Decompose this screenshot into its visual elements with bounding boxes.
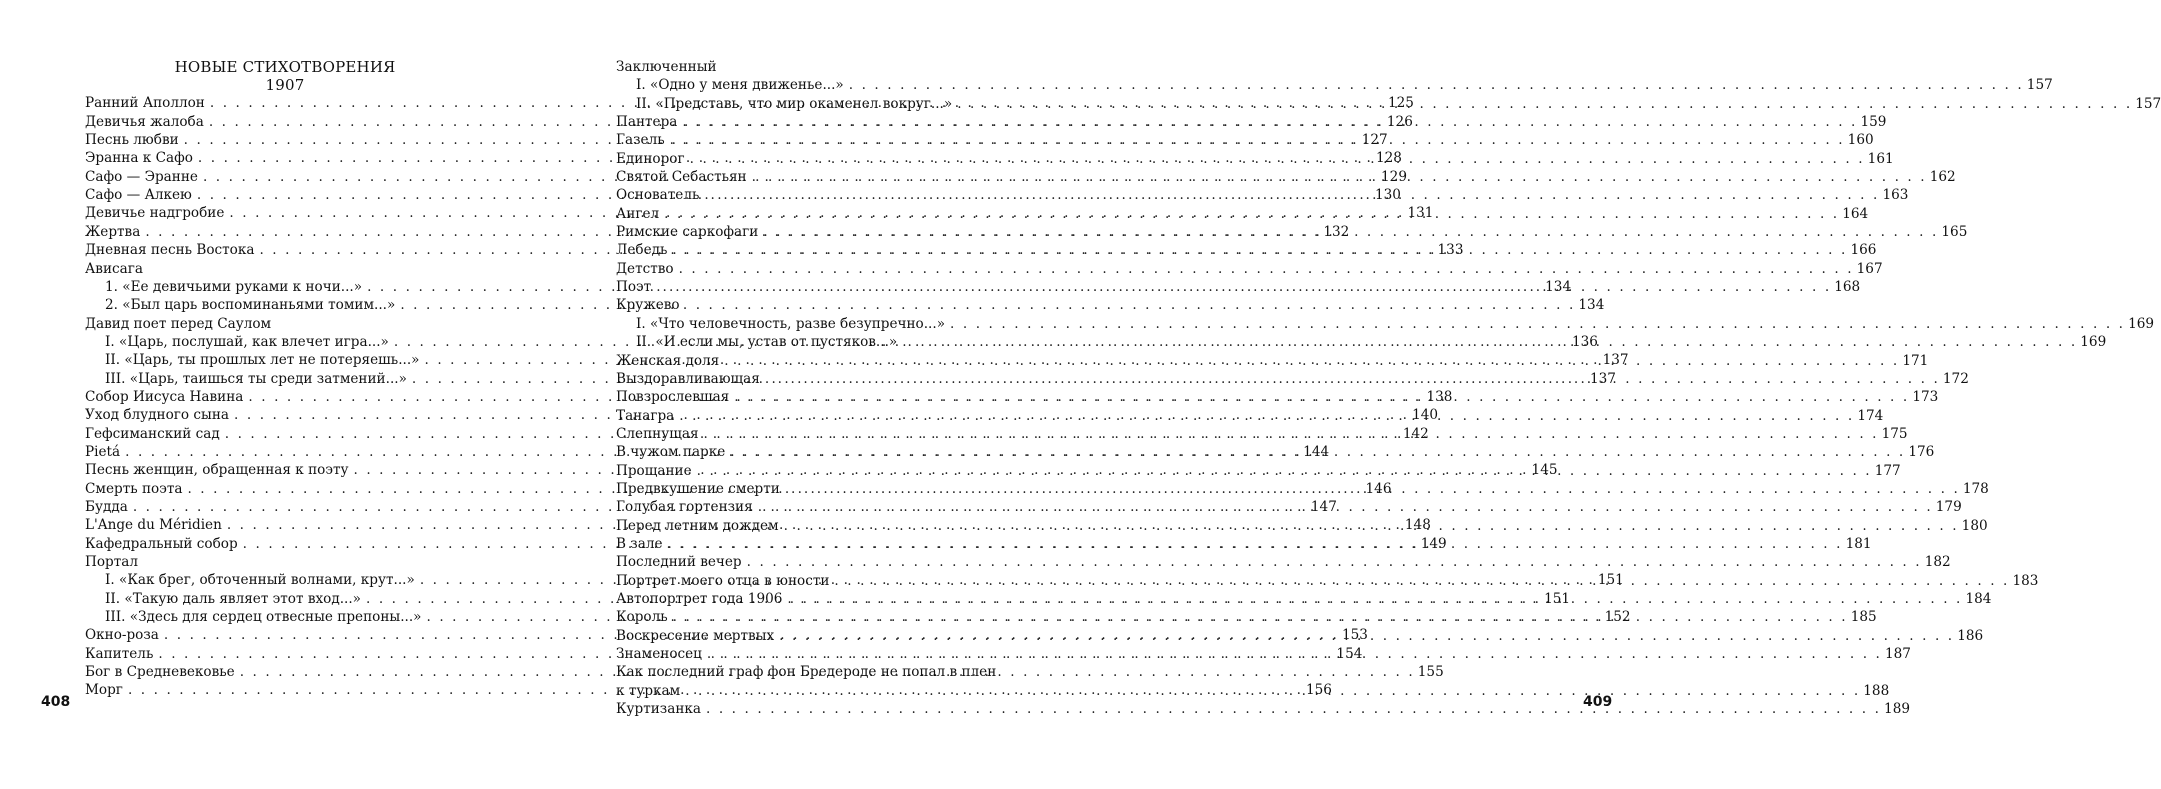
toc-entry-page: 160 <box>1847 132 1874 149</box>
toc-entry-page: 161 <box>1867 150 1894 167</box>
toc-entry-title: Куртизанка <box>616 701 701 718</box>
toc-entry <box>616 260 1883 278</box>
dot-leader <box>679 407 1854 425</box>
toc-entry-title: II. «Такую даль являет этот вход...» <box>105 590 361 607</box>
toc-entry-title: Поэт <box>616 279 652 296</box>
toc-entry-page: 174 <box>1857 407 1884 424</box>
toc-entry <box>616 296 1016 314</box>
dot-leader <box>704 186 1879 204</box>
toc-entry-page: 168 <box>1834 279 1861 296</box>
toc-entry-page: 133 <box>1437 242 1464 259</box>
toc-entry-title: Смерть поэта <box>85 480 183 497</box>
toc-entry-title: Сафо — Алкею <box>85 187 192 204</box>
toc-entry-title: Заключенный <box>616 59 717 75</box>
toc-entry-title: I. «Царь, послушай, как влечет игра...» <box>105 333 389 350</box>
toc-entry-page: 169 <box>2080 334 2107 351</box>
toc-entry-page: 172 <box>1942 370 1969 387</box>
toc-entry-title: Как последний граф фон Бредероде не попал в плен <box>616 664 997 681</box>
toc-entry-title: Жертва <box>85 223 141 240</box>
dot-leader <box>670 131 1845 149</box>
toc-entry-title: Святой Себастьян <box>616 169 747 186</box>
toc-entry-title: Газель <box>616 132 665 149</box>
toc-entry-title: Девичья жалоба <box>85 113 204 130</box>
page-number-left: 408 <box>41 694 71 710</box>
toc-entry-page: 130 <box>1374 187 1401 204</box>
dot-leader <box>747 553 1922 571</box>
toc-entry-title: Ависага <box>85 260 143 277</box>
toc-entry-title: L'Ange du Méridien <box>85 517 222 534</box>
toc-entry-title: Автопортрет года 1906 <box>616 590 783 607</box>
toc-entry-page: 159 <box>1860 114 1887 131</box>
toc-entry-page: 179 <box>1935 499 1962 516</box>
dot-leader <box>724 352 1899 370</box>
toc-entry-page: 188 <box>1863 682 1890 699</box>
toc-entry-title: Прощание <box>616 462 692 479</box>
toc-entry-page: 177 <box>1874 462 1901 479</box>
dot-leader <box>664 205 1839 223</box>
toc-entry-title: II. «Царь, ты прошлых лет не потеряешь...» <box>105 352 420 369</box>
toc-entry-page: 180 <box>1961 517 1988 534</box>
toc-entry-title: Кафедральный собор <box>85 535 238 552</box>
toc-entry-page: 175 <box>1881 425 1908 442</box>
toc-entry-title: II. «Представь, что мир окаменел вокруг...» <box>636 95 953 112</box>
toc-entry-page: 142 <box>1402 425 1429 442</box>
toc-entry-page: 165 <box>1941 224 1968 241</box>
toc-entry-title: Дневная песнь Востока <box>85 242 255 259</box>
dot-leader <box>706 700 1881 718</box>
dot-leader <box>957 95 2132 113</box>
toc-entry-title: Ранний Аполлон <box>85 95 205 112</box>
toc-entry-title: Будда <box>85 498 128 515</box>
dot-leader <box>765 370 1940 388</box>
toc-entry-title: Капитель <box>85 645 154 662</box>
toc-entry-title: Знаменосец <box>616 646 702 662</box>
toc-entry-title: Голубая гортензия <box>616 499 753 516</box>
toc-entry-title: Женская доля <box>616 352 720 369</box>
toc-entry-page: 187 <box>1884 646 1911 662</box>
dot-leader <box>730 443 1905 461</box>
toc-entry-title: Римские саркофаги <box>616 224 759 241</box>
dot-leader <box>697 462 1872 480</box>
toc-entry-page: 189 <box>1884 701 1910 718</box>
toc-entry-page: 186 <box>1957 627 1984 644</box>
toc-entry-page: 157 <box>2135 95 2161 112</box>
dot-leader <box>707 645 1882 663</box>
dot-leader <box>758 498 1933 516</box>
toc-entry-page: 157 <box>2026 77 2053 94</box>
toc-entry-page: 184 <box>1965 590 1992 607</box>
toc-entry-title: Детство <box>616 260 674 277</box>
toc-entry-title: Окно-роза <box>85 627 159 644</box>
toc-entry-page: 137 <box>1602 352 1629 369</box>
toc-entry-page: 178 <box>1962 480 1989 497</box>
toc-entry-page: 169 <box>2128 315 2155 332</box>
toc-entry-title: Единорог <box>616 150 685 167</box>
toc-entry-page: 164 <box>1842 205 1869 222</box>
toc-entry-page: 127 <box>1361 132 1388 149</box>
dot-leader <box>779 627 1954 645</box>
dot-leader <box>656 278 1831 296</box>
toc-entry-title: к туркам <box>616 682 681 699</box>
toc-entry-title: Ангел <box>616 205 660 222</box>
dot-leader <box>787 590 1962 608</box>
toc-entry <box>85 315 485 333</box>
toc-entry-title: Девичье надгробие <box>85 205 225 222</box>
toc-entry-title: Гефсиманский сад <box>85 425 220 442</box>
toc-entry-page: 136 <box>1571 333 1598 350</box>
toc-entry-title: Уход блудного сына <box>85 407 230 424</box>
toc-entry-title: Повзрослевшая <box>616 389 730 406</box>
toc-entry-title: Предвкушение смерти <box>616 480 780 497</box>
toc-entry-page: 181 <box>1845 535 1872 552</box>
toc-entry-page: 182 <box>1924 554 1951 571</box>
dot-leader <box>849 76 2024 94</box>
toc-entry-page: 156 <box>1306 682 1332 699</box>
toc-entry <box>616 315 2155 333</box>
section-heading-title: НОВЫЕ СТИХОТВОРЕНИЯ <box>174 58 396 76</box>
dot-leader <box>679 260 1854 278</box>
toc-entry-title: Портрет моего отца в юности <box>616 572 830 589</box>
toc-entry-title: В зале <box>616 535 663 552</box>
toc-entry-page: 163 <box>1882 187 1909 204</box>
toc-entry-title: III. «Царь, таишься ты среди затмений...» <box>105 370 407 387</box>
toc-entry-page: 173 <box>1912 389 1939 406</box>
dot-leader <box>690 150 1865 168</box>
toc-entry-page: 148 <box>1404 517 1431 534</box>
toc-entry-title: Танагра <box>616 407 675 424</box>
toc-entry-page: 171 <box>1902 352 1929 369</box>
toc-entry-page: 152 <box>1604 609 1631 626</box>
toc-entry-title: Воскресение мертвых <box>616 627 775 644</box>
toc-entry-title: Король <box>616 609 668 626</box>
toc-entry-title: Лебедь <box>616 242 668 259</box>
toc-entry-title: Эранна к Сафо <box>85 150 193 167</box>
dot-leader <box>672 241 1847 259</box>
toc-entry-page: 134 <box>1578 297 1605 314</box>
toc-entry-title: 1. «Ее девичьими руками к ночи...» <box>105 278 363 295</box>
dot-leader <box>834 572 2009 590</box>
toc-entry-page: 132 <box>1323 223 1350 240</box>
toc-entry-title: Бог в Средневековье <box>85 664 235 681</box>
toc-entry-title: Пантера <box>616 114 678 131</box>
dot-leader <box>734 388 1909 406</box>
toc-entry-page: 151 <box>1597 572 1624 589</box>
toc-entry-page: 146 <box>1365 480 1392 497</box>
toc-entry-page: 162 <box>1929 169 1956 186</box>
toc-entry-title: Pietá <box>85 443 121 460</box>
toc-entry <box>616 58 1016 76</box>
toc-entry-page: 137 <box>1589 370 1616 387</box>
toc-entry-page: 183 <box>2012 572 2039 589</box>
toc-entry-page: 144 <box>1303 443 1330 460</box>
toc-entry-page: 125 <box>1387 95 1414 112</box>
dot-leader <box>685 682 1860 700</box>
toc-entry-page: 149 <box>1420 535 1447 552</box>
toc-entry <box>616 76 2053 94</box>
toc-entry-title: I. «Одно у меня движенье...» <box>636 77 844 94</box>
toc-entry <box>85 260 485 278</box>
toc-entry-title: I. «Что человечность, разве безупречно...» <box>636 315 946 332</box>
toc-entry-page: 134 <box>1545 278 1572 295</box>
toc-entry-title: Песнь женщин, обращенная к поэту <box>85 462 349 479</box>
toc-entry-page: 140 <box>1412 407 1439 424</box>
dot-leader <box>682 113 1857 131</box>
toc-entry-title: Сафо — Эранне <box>85 168 198 185</box>
toc-entry-title: Выздоравливающая <box>616 370 760 387</box>
toc-entry-page: 131 <box>1407 205 1434 222</box>
toc-entry-title: Основатель <box>616 187 700 204</box>
toc-entry-title: I. «Как брег, обточенный волнами, крут...» <box>105 572 415 589</box>
toc-entry-page: 129 <box>1381 168 1407 185</box>
dot-leader <box>752 168 1927 186</box>
dot-leader <box>784 517 1959 535</box>
toc-entry-page: 147 <box>1310 498 1337 515</box>
toc-entry-title: Собор Иисуса Навина <box>85 388 244 405</box>
toc-entry-page: 185 <box>1850 609 1877 626</box>
toc-entry-title: Перед летним дождем <box>616 517 779 534</box>
toc-entry-title: Песнь любви <box>85 132 179 149</box>
page-number-right: 409 <box>1583 694 1613 710</box>
dot-leader <box>785 480 1960 498</box>
toc-entry <box>616 553 1951 571</box>
toc-entry-title: III. «Здесь для сердец отвесные препоны...» <box>105 609 422 626</box>
dot-leader <box>704 425 1879 443</box>
dot-leader <box>902 333 2077 351</box>
toc-entry-page: 155 <box>1417 664 1444 681</box>
toc-entry-title: Морг <box>85 682 123 699</box>
dot-leader <box>950 315 2125 333</box>
toc-entry-title: Последний вечер <box>616 554 742 571</box>
toc-entry <box>616 663 1016 681</box>
toc-entry-title: Слепнущая <box>616 425 699 442</box>
toc-entry-page: 166 <box>1850 242 1877 259</box>
toc-entry-page: 153 <box>1341 627 1368 644</box>
toc-entry-title: Портал <box>85 554 139 570</box>
dot-leader <box>763 223 1938 241</box>
section-heading-year: 1907 <box>265 76 305 95</box>
toc-entry <box>85 553 485 571</box>
toc-entry-page: 167 <box>1856 260 1883 277</box>
toc-entry-page: 145 <box>1531 462 1558 479</box>
dot-leader <box>673 608 1848 626</box>
toc-entry-title: В чужом парке <box>616 444 726 461</box>
toc-entry-page: 126 <box>1386 113 1413 130</box>
dot-leader <box>668 535 1843 553</box>
toc-entry-title: Давид поет перед Саулом <box>85 315 272 332</box>
toc-entry-page: 138 <box>1426 388 1453 405</box>
toc-entry-page: 176 <box>1908 444 1935 461</box>
toc-entry-page: 151 <box>1544 590 1571 607</box>
toc-entry-title: II. «И если мы, устав от пустяков...» <box>636 334 898 351</box>
toc-entry-title: Кружево <box>616 297 680 314</box>
toc-entry-title: 2. «Был царь воспоминаньями томим...» <box>105 297 396 314</box>
toc-entry-page: 154 <box>1336 645 1363 662</box>
toc-entry-page: 128 <box>1375 150 1402 167</box>
